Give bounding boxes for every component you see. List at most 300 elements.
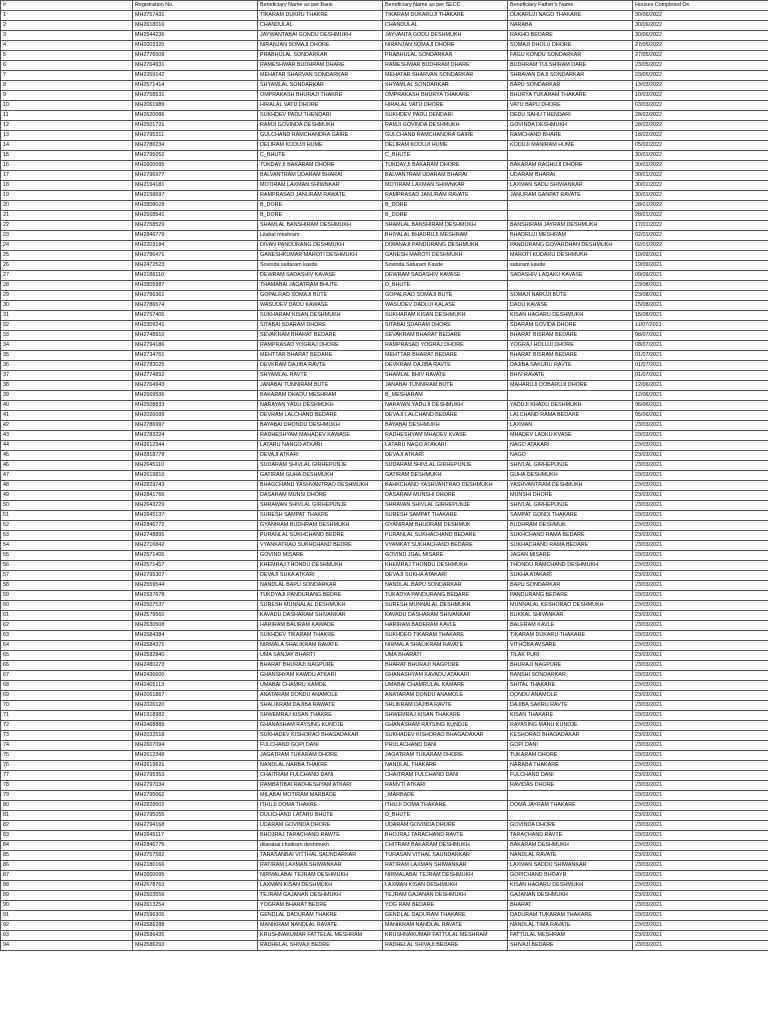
cell-index: 63 — [1, 631, 133, 641]
cell-index: 58 — [1, 581, 133, 591]
table-row — [1, 241, 768, 251]
cell-completed-on: 05/02/2022 — [633, 141, 768, 151]
cell-registration-no: MH2786574 — [133, 301, 258, 311]
cell-index: 65 — [1, 651, 133, 661]
cell-registration-no: MH2584384 — [133, 631, 258, 641]
cell-registration-no: MH2571405 — [133, 551, 258, 561]
cell-name-bank: B_DORE — [258, 201, 383, 211]
cell-completed-on: 23/03/2021 — [633, 811, 768, 821]
cell-index: 69 — [1, 691, 133, 701]
table-row — [1, 581, 768, 591]
cell-father-name: PANDURANG BEDARE — [508, 591, 633, 601]
cell-registration-no: MH2716842 — [133, 541, 258, 551]
cell-name-bank: BHARAT BHURAJI NAGPURE — [258, 661, 383, 671]
cell-name-secc: HARIRAM BADERAM KAVLE — [383, 621, 508, 631]
cell-name-secc: PURANLAL SUKHACHAND BEDARE — [383, 531, 508, 541]
cell-completed-on: 28/01/2022 — [633, 211, 768, 221]
cell-index: 12 — [1, 121, 133, 131]
cell-completed-on: 23/03/2021 — [633, 451, 768, 461]
cell-index: 32 — [1, 321, 133, 331]
cell-index: 90 — [1, 901, 133, 911]
table-row — [1, 781, 768, 791]
cell-registration-no: MH1918982 — [133, 711, 258, 721]
cell-father-name: NARABA THAKARE — [508, 761, 633, 771]
cell-index: 43 — [1, 431, 133, 441]
cell-registration-no: MH2003320 — [133, 41, 258, 51]
cell-father-name — [508, 201, 633, 211]
cell-completed-on: 23/03/2021 — [633, 911, 768, 921]
cell-registration-no: MH2472523 — [133, 261, 258, 271]
cell-index: 85 — [1, 851, 133, 861]
cell-completed-on: 06/06/2021 — [633, 401, 768, 411]
cell-name-bank: DEVAJI SUKA ATKARI — [258, 571, 383, 581]
cell-completed-on: 23/03/2021 — [633, 591, 768, 601]
cell-registration-no: MH2579560 — [133, 611, 258, 621]
table-row — [1, 661, 768, 671]
cell-completed-on: 23/03/2021 — [633, 521, 768, 531]
cell-name-bank: KHEMRAJ THONDU DESHMUKH — [258, 561, 383, 571]
cell-completed-on: 30/01/2022 — [633, 191, 768, 201]
cell-name-secc: GHANASHAM RAYSING KUNDJE — [383, 721, 508, 731]
cell-name-bank: SURESH MUNNALAL DESHMUKH — [258, 601, 383, 611]
cell-father-name: LAXMAN SADDU SHIWANKAR — [508, 861, 633, 871]
cell-index: 20 — [1, 201, 133, 211]
cell-name-bank: KAVADU DASHARAM SHIVANKAR — [258, 611, 383, 621]
cell-father-name: BAPU SONDARKAR — [508, 581, 633, 591]
cell-registration-no: MH2846779 — [133, 231, 258, 241]
table-row — [1, 341, 768, 351]
table-row — [1, 761, 768, 771]
cell-name-secc: WASUDEV DADUJI KALASE — [383, 301, 508, 311]
cell-father-name — [508, 811, 633, 821]
table-row — [1, 381, 768, 391]
cell-name-bank: NIRMALA SHALIKRAM RAVATE — [258, 641, 383, 651]
cell-name-bank: YOGRAM BHARAT BEDRE — [258, 901, 383, 911]
cell-name-secc: TURASAN VITHAL SAUNDARKAR — [383, 851, 508, 861]
table-row — [1, 631, 768, 641]
table-row — [1, 911, 768, 921]
cell-name-bank: JAGATRAM TUKARAM DHORE — [258, 751, 383, 761]
cell-completed-on: 01/07/2021 — [633, 351, 768, 361]
cell-name-bank: ITHUJI DOMA THAKRE — [258, 801, 383, 811]
cell-name-bank: TARASANBAI VITTHAL SAUNDARKAR — [258, 851, 383, 861]
cell-name-secc: KAVADU DASHARAM SHIVANKAR — [383, 611, 508, 621]
cell-name-bank: GULCHAND RAMCHANDRA GAIRE — [258, 131, 383, 141]
cell-registration-no: MH2846776 — [133, 841, 258, 851]
cell-name-bank: TUKDYAJI PANDURANG BEDRE — [258, 591, 383, 601]
cell-name-secc: KHEMRAJ THONDU DESHMUKH — [383, 561, 508, 571]
cell-index: 62 — [1, 621, 133, 631]
cell-name-bank: LAXMAN KISAN DESHMUKH — [258, 881, 383, 891]
cell-father-name: NAGO ATAKARI — [508, 441, 633, 451]
cell-father-name: GAJANAN DESHMUKH — [508, 891, 633, 901]
cell-registration-no: MH2559544 — [133, 581, 258, 591]
cell-name-secc: BAHKCHAND YASHVANTRAO DESHMUKH — [383, 481, 508, 491]
cell-name-secc: SHLIKRAM DAJIBA RAVTE — [383, 701, 508, 711]
cell-name-bank: FULCHAND GOPI DANI — [258, 741, 383, 751]
cell-registration-no: MH2613254 — [133, 901, 258, 911]
cell-completed-on: 23/03/2021 — [633, 581, 768, 591]
cell-index: 45 — [1, 451, 133, 461]
cell-name-secc: CHAITRAM FULCHAND DANI — [383, 771, 508, 781]
cell-registration-no: MH2786471 — [133, 251, 258, 261]
cell-index: 3 — [1, 31, 133, 41]
cell-name-secc: B_DORE — [383, 211, 508, 221]
cell-index: 28 — [1, 281, 133, 291]
cell-completed-on: 23/03/2021 — [633, 941, 768, 951]
cell-index: 92 — [1, 921, 133, 931]
cell-index: 15 — [1, 151, 133, 161]
cell-name-bank: SHRAWAN SHIVLAL GIRHEPUNJE — [258, 501, 383, 511]
cell-registration-no: MH2571414 — [133, 81, 258, 91]
cell-father-name: BUKKAL SHIVANKAR — [508, 611, 633, 621]
cell-name-secc: UMABAI CHAMRULAL KAMARE — [383, 681, 508, 691]
cell-registration-no: MH2359142 — [133, 71, 258, 81]
cell-father-name: BUDHRAM DESHMUK — [508, 521, 633, 531]
cell-name-secc: RATIRAM LAXMAN SHIWANKAR — [383, 861, 508, 871]
cell-registration-no: MH2537678 — [133, 591, 258, 601]
cell-name-secc: LAXMAN KISAN DESHMUKH — [383, 881, 508, 891]
cell-name-bank: UDARAM GOVINDA DHORE — [258, 821, 383, 831]
cell-index: 51 — [1, 511, 133, 521]
cell-index: 6 — [1, 61, 133, 71]
table-row — [1, 571, 768, 581]
cell-name-secc: B_MESHARAM — [383, 391, 508, 401]
cell-index: 68 — [1, 681, 133, 691]
cell-father-name: MAHARUJI DOBARUJI DHORE — [508, 381, 633, 391]
table-row — [1, 441, 768, 451]
cell-index: 89 — [1, 891, 133, 901]
cell-name-secc: RADHESHYAM MHADEV KVASE — [383, 431, 508, 441]
cell-name-bank: SUDARAM SHIVLAL GIRHEPUNJE — [258, 461, 383, 471]
cell-registration-no: MH2796977 — [133, 171, 258, 181]
cell-father-name: SHIVAJI BEDARE — [508, 941, 633, 951]
cell-registration-no: MH2630508 — [133, 621, 258, 631]
cell-completed-on: 23/03/2021 — [633, 621, 768, 631]
cell-completed-on: 23/03/2021 — [633, 801, 768, 811]
cell-completed-on: 08/07/2021 — [633, 341, 768, 351]
table-row — [1, 21, 768, 31]
cell-father-name: VATU BAPU DHORE — [508, 101, 633, 111]
cell-name-secc: D_BHUTE — [383, 281, 508, 291]
cell-registration-no: MH2783025 — [133, 361, 258, 371]
cell-name-secc: DEVAJI ATKARI — [383, 451, 508, 461]
table-row — [1, 351, 768, 361]
cell-father-name: SUKHA ATAKARI — [508, 571, 633, 581]
cell-index: 56 — [1, 561, 133, 571]
cell-completed-on: 30/06/2022 — [633, 31, 768, 41]
header-row — [1, 1, 768, 11]
cell-name-bank: C_BHUTE — [258, 151, 383, 161]
table-row — [1, 321, 768, 331]
cell-name-bank: DULICHAND LATARU BHUTE — [258, 811, 383, 821]
cell-registration-no: MH2757431 — [133, 11, 258, 21]
cell-index: 33 — [1, 331, 133, 341]
table-row — [1, 851, 768, 861]
table-row — [1, 361, 768, 371]
cell-index: 25 — [1, 251, 133, 261]
cell-father-name: JANURAM GANPAT RAVATE — [508, 191, 633, 201]
cell-name-secc: BHIYALAL BHADRUJI MESHRAM — [383, 231, 508, 241]
table-row — [1, 461, 768, 471]
table-row — [1, 281, 768, 291]
table-row — [1, 531, 768, 541]
cell-index: 80 — [1, 801, 133, 811]
cell-registration-no: MH2607094 — [133, 741, 258, 751]
cell-father-name: MHADEV LADKU KVASE — [508, 431, 633, 441]
header-name-bank: Beneficiary Name as per Bank — [258, 1, 383, 11]
cell-registration-no: MH2619810 — [133, 471, 258, 481]
cell-registration-no: MH2794168 — [133, 821, 258, 831]
cell-name-secc: GULCHAND RAMCHANDRA GAIRE — [383, 131, 508, 141]
cell-index: 26 — [1, 261, 133, 271]
cell-name-secc: CHANDULAL — [383, 21, 508, 31]
cell-registration-no: MH2643729 — [133, 501, 258, 511]
cell-father-name: SDARAM GOVIDA DHORE — [508, 321, 633, 331]
cell-completed-on: 27/05/2022 — [633, 51, 768, 61]
cell-father-name: BANSHIRAM JAYRAM DESHMUKH — [508, 221, 633, 231]
cell-name-secc: RAMESHWAR BUDHRAM DHARE — [383, 61, 508, 71]
table-row — [1, 901, 768, 911]
cell-father-name: BHADRUJI MESHRAM — [508, 231, 633, 241]
cell-completed-on: 30/01/2022 — [633, 161, 768, 171]
cell-completed-on: 23/03/2021 — [633, 781, 768, 791]
table-row — [1, 261, 768, 271]
cell-completed-on: 23/03/2021 — [633, 641, 768, 651]
cell-name-secc: TUKADYA PANDURANG BEDARE — [383, 591, 508, 601]
cell-name-bank: RAMPRASAD JANURAM RAWATE — [258, 191, 383, 201]
cell-name-bank: BAKARAM DHADU MESHRAM — [258, 391, 383, 401]
table-row — [1, 751, 768, 761]
cell-name-secc: _MARBADE — [383, 791, 508, 801]
table-row — [1, 171, 768, 181]
cell-index: 34 — [1, 341, 133, 351]
cell-index: 10 — [1, 101, 133, 111]
cell-completed-on: 23/03/2021 — [633, 841, 768, 851]
cell-completed-on: 01/07/2021 — [633, 361, 768, 371]
table-row — [1, 941, 768, 951]
table-row — [1, 871, 768, 881]
cell-index: 67 — [1, 671, 133, 681]
cell-index: 17 — [1, 171, 133, 181]
cell-registration-no: MH2758529 — [133, 221, 258, 231]
cell-completed-on: 23/03/2021 — [633, 571, 768, 581]
header-index: # — [1, 1, 133, 11]
cell-completed-on: 23/03/2021 — [633, 741, 768, 751]
cell-father-name — [508, 791, 633, 801]
cell-father-name: GUHA DESHMUKH — [508, 471, 633, 481]
cell-name-secc: GHANASHYAM KAVADU ATAKARI — [383, 671, 508, 681]
cell-father-name: DOMA JAYRAM THAKARE — [508, 801, 633, 811]
cell-registration-no: MH2468889 — [133, 721, 258, 731]
cell-name-secc: MEHATAR SHARVAN SONDARKAR — [383, 71, 508, 81]
cell-completed-on: 10/03/2022 — [633, 91, 768, 101]
cell-index: 61 — [1, 611, 133, 621]
cell-name-secc: NANDLAL BAPU SONDARKAR — [383, 581, 508, 591]
cell-name-secc: SUKHDEV PADU DENDARI — [383, 111, 508, 121]
cell-registration-no: MH2829743 — [133, 481, 258, 491]
cell-father-name: THONDU RAMCHAND DESHMUKH — [508, 561, 633, 571]
cell-completed-on: 13/03/2022 — [633, 81, 768, 91]
cell-registration-no: MH2748910 — [133, 331, 258, 341]
cell-father-name: RAKHO BEDARE — [508, 31, 633, 41]
cell-father-name: TARACHAND RAVTE — [508, 831, 633, 841]
cell-index: 55 — [1, 551, 133, 561]
cell-completed-on: 23/03/2021 — [633, 421, 768, 431]
cell-father-name: FATTULAL MESHRAM — [508, 931, 633, 941]
cell-completed-on: 30/06/2022 — [633, 11, 768, 21]
cell-name-bank: DELIRAM KODUJI HUME — [258, 141, 383, 151]
table-row — [1, 371, 768, 381]
cell-name-bank: RADHELAL SHIVAJI BEDRE — [258, 941, 383, 951]
cell-index: 75 — [1, 751, 133, 761]
cell-registration-no: MH2582840 — [133, 651, 258, 661]
table-row — [1, 181, 768, 191]
cell-completed-on: 17/01/2022 — [633, 221, 768, 231]
table-row — [1, 291, 768, 301]
table-row — [1, 331, 768, 341]
cell-name-secc: SUKHARAM KISAN DESHMUKH — [383, 311, 508, 321]
table-row — [1, 271, 768, 281]
cell-index: 49 — [1, 491, 133, 501]
table-row — [1, 431, 768, 441]
cell-name-bank: UMABAI CHAMRU KAMDE — [258, 681, 383, 691]
table-row — [1, 551, 768, 561]
cell-registration-no: MH2612348 — [133, 751, 258, 761]
cell-registration-no: MH2786361 — [133, 291, 258, 301]
cell-completed-on: 18/02/2022 — [633, 131, 768, 141]
cell-father-name: NAGO — [508, 451, 633, 461]
table-row — [1, 211, 768, 221]
cell-completed-on: 23/05/2022 — [633, 71, 768, 81]
table-row — [1, 101, 768, 111]
cell-index: 42 — [1, 421, 133, 431]
cell-name-bank: MEHTTAR BHARAT BEDARE — [258, 351, 383, 361]
cell-registration-no: MH2805987 — [133, 281, 258, 291]
cell-father-name: SHRAVAN DAJI SONDARKAR — [508, 71, 633, 81]
cell-completed-on: 12/06/2021 — [633, 391, 768, 401]
table-row — [1, 191, 768, 201]
cell-completed-on: 23/03/2021 — [633, 651, 768, 661]
cell-father-name: SOMAJI DHOLU DHORE — [508, 41, 633, 51]
cell-index: 74 — [1, 741, 133, 751]
cell-index: 2 — [1, 21, 133, 31]
cell-name-secc: DIWANAJI PANDURANG DESHMUKH — [383, 241, 508, 251]
cell-index: 78 — [1, 781, 133, 791]
cell-name-bank: BAYABAI DHONDU DESHMUKH — [258, 421, 383, 431]
cell-index: 57 — [1, 571, 133, 581]
cell-registration-no: MH2841766 — [133, 491, 258, 501]
cell-completed-on: 23/03/2021 — [633, 791, 768, 801]
cell-index: 71 — [1, 711, 133, 721]
table-row — [1, 111, 768, 121]
cell-registration-no: MH2795311 — [133, 131, 258, 141]
cell-name-secc: NIRMALABAI TEJRAM DESHMUKH — [383, 871, 508, 881]
cell-completed-on: 02/01/2022 — [633, 241, 768, 251]
cell-name-secc: HIRALAL VATU DHORE — [383, 101, 508, 111]
cell-father-name: SHIVLAL GIRHEPUNJE — [508, 501, 633, 511]
cell-father-name: RAMCHAND BHARE — [508, 131, 633, 141]
cell-name-bank: Sovinda saitaram kavde — [258, 261, 383, 271]
cell-index: 83 — [1, 831, 133, 841]
cell-registration-no: MH2194181 — [133, 181, 258, 191]
table-row — [1, 221, 768, 231]
table-row — [1, 161, 768, 171]
cell-index: 52 — [1, 521, 133, 531]
cell-index: 37 — [1, 371, 133, 381]
cell-completed-on: 23/03/2021 — [633, 511, 768, 521]
cell-name-secc: NIRMALA SHALIKRAM RAVATE — [383, 641, 508, 651]
cell-completed-on: 23/03/2021 — [633, 731, 768, 741]
cell-name-secc: RAMVTI ATKARI — [383, 781, 508, 791]
table-row — [1, 31, 768, 41]
cell-index: 41 — [1, 411, 133, 421]
cell-registration-no: MH2795062 — [133, 791, 258, 801]
cell-registration-no: MH2480273 — [133, 661, 258, 671]
table-row — [1, 691, 768, 701]
cell-father-name: JAGAN MISARE — [508, 551, 633, 561]
cell-father-name — [508, 211, 633, 221]
cell-registration-no: MH2734761 — [133, 351, 258, 361]
cell-name-secc: LATARU NAGO ATAKARI — [383, 441, 508, 451]
cell-index: 86 — [1, 861, 133, 871]
cell-father-name: SHIVLAL GIRHEPUNJE — [508, 461, 633, 471]
cell-name-bank: B_DORE — [258, 211, 383, 221]
cell-father-name: MUNNALAL KESHORAO DESHMUKH — [508, 601, 633, 611]
cell-index: 93 — [1, 931, 133, 941]
cell-name-secc: MOTIRAM LAXMAN SHIWNKAR — [383, 181, 508, 191]
cell-name-bank: SHYAMLAL RAVTE — [258, 371, 383, 381]
cell-father-name: BHIV RAVATE — [508, 371, 633, 381]
cell-name-bank: RAMBATIBAI RADHESHYAM ATKARI — [258, 781, 383, 791]
cell-completed-on: 08/07/2021 — [633, 331, 768, 341]
cell-registration-no: MH2568541 — [133, 211, 258, 221]
cell-completed-on: 23/03/2021 — [633, 701, 768, 711]
cell-registration-no: MH2544236 — [133, 31, 258, 41]
cell-index: 79 — [1, 791, 133, 801]
cell-name-secc: OMPRAKASH BHURYA THAKARE — [383, 91, 508, 101]
cell-father-name: VITHOBA AVSARE — [508, 641, 633, 651]
cell-name-secc: BHOJRAJ TARACHAND RAVTE — [383, 831, 508, 841]
cell-index: 21 — [1, 211, 133, 221]
cell-name-bank: RATIRAM LAXMAN SHIWANKAR — [258, 861, 383, 871]
cell-registration-no: MH2501721 — [133, 121, 258, 131]
cell-name-bank: MOTIRAM LAXMAN SHIWNKAR — [258, 181, 383, 191]
cell-completed-on: 23/03/2021 — [633, 601, 768, 611]
cell-name-secc: JANABAI TUNNIRAM BUTE — [383, 381, 508, 391]
cell-father-name: MAROTI KUDARU DESHMUKH — [508, 251, 633, 261]
cell-registration-no: MH2797034 — [133, 781, 258, 791]
cell-name-secc: Sovinda Saturam Kavde — [383, 261, 508, 271]
cell-name-secc: GENDLAL DADURAM THAKARE — [383, 911, 508, 921]
cell-index: 53 — [1, 531, 133, 541]
cell-index: 70 — [1, 701, 133, 711]
cell-name-bank: SUKHDEV PADU THENDARI — [258, 111, 383, 121]
cell-completed-on: 30/01/2022 — [633, 151, 768, 161]
cell-index: 64 — [1, 641, 133, 651]
cell-father-name: YADUJI KHADU DESHMUKH — [508, 401, 633, 411]
table-row — [1, 821, 768, 831]
cell-index: 9 — [1, 91, 133, 101]
cell-index: 84 — [1, 841, 133, 851]
cell-registration-no: MH2619621 — [133, 761, 258, 771]
cell-completed-on: 05/06/2021 — [633, 411, 768, 421]
cell-completed-on: 02/01/2022 — [633, 231, 768, 241]
cell-registration-no: MH2618016 — [133, 21, 258, 31]
cell-name-bank: PURANLAL SUKHCHAND BEDRE — [258, 531, 383, 541]
cell-father-name: DADU KAVASE — [508, 301, 633, 311]
cell-completed-on: 23/03/2021 — [633, 771, 768, 781]
